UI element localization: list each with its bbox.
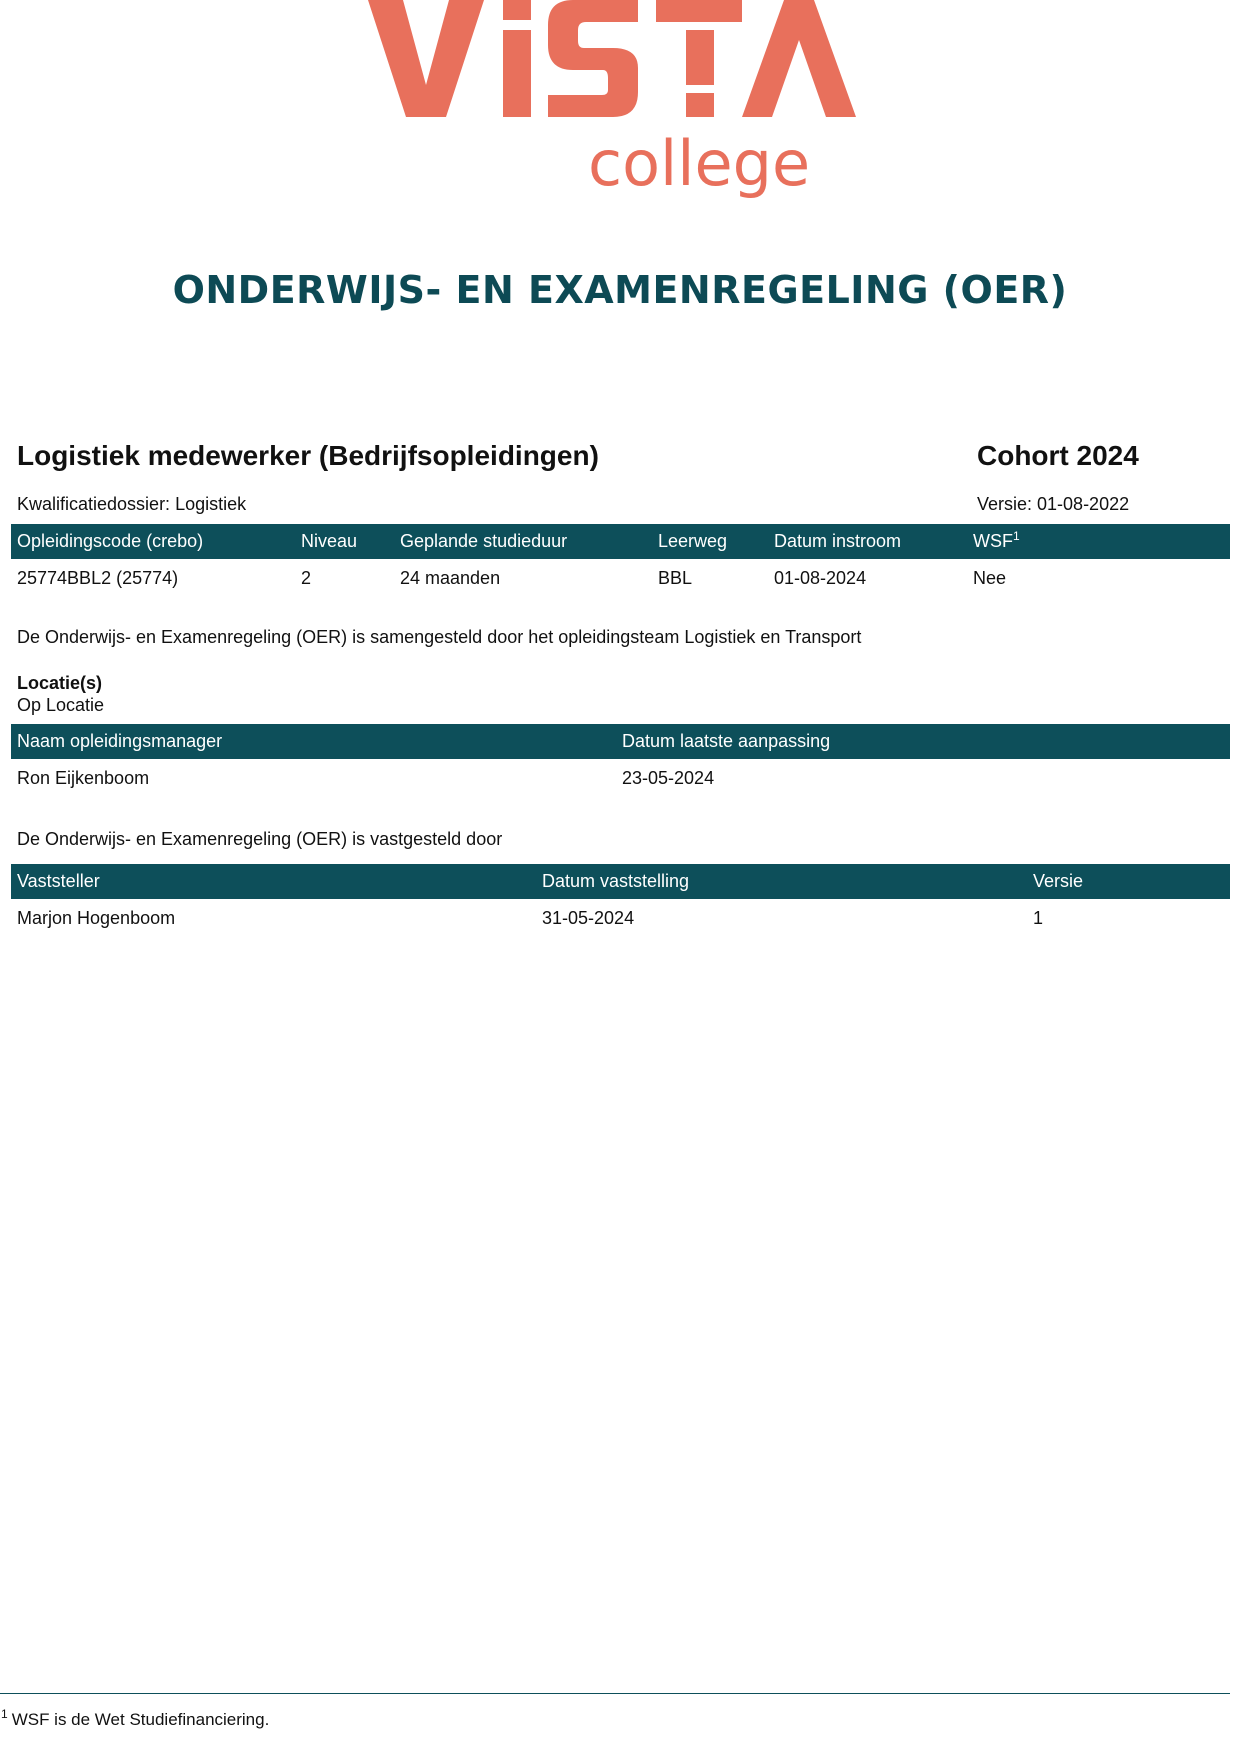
footnote-mark-link[interactable]: 1 [1013,529,1020,543]
header-versie: Versie [1027,864,1230,899]
page-title: ONDERWIJS- EN EXAMENREGELING (OER) [172,268,1068,312]
cell-vaststeller: Marjon Hogenboom [17,907,176,928]
manager-table [11,724,1230,797]
header-leerweg: Leerweg [652,524,768,559]
cohort-label: Cohort 2024 [977,440,1139,471]
cell-leerweg: BBL [658,567,693,588]
header-opleidingscode: Opleidingscode (crebo) [11,524,295,559]
program-subheader [11,490,1230,516]
cell-last-modified: 23-05-2024 [622,767,715,788]
footnote-divider [0,1693,1230,1694]
cell-datum-instroom: 01-08-2024 [774,567,867,588]
table-header-row [11,524,1230,559]
table-header-row [11,724,1230,759]
locations-label: Locatie(s) [17,673,103,693]
program-title: Logistiek medewerker (Bedrijfsopleidingen) [17,440,599,471]
table-row [11,559,1230,597]
cell-wsf: Nee [973,567,1007,588]
header-datum-laatste-aanpassing: Datum laatste aanpassing [616,724,1230,759]
locations-block [11,672,1230,716]
footnote [1,1707,270,1730]
header-datum-vaststelling: Datum vaststelling [536,864,1027,899]
cell-opleidingscode: 25774BBL2 (25774) [17,567,179,588]
header-naam-opleidingsmanager: Naam opleidingsmanager [11,724,616,759]
vista-college-logo [368,0,872,205]
header-vaststeller: Vaststeller [11,864,536,899]
cell-niveau: 2 [301,567,312,588]
footnote-mark: 1 [1,1707,8,1722]
locations-value: Op Locatie [17,695,105,715]
program-header [11,440,1230,490]
header-niveau: Niveau [295,524,394,559]
footnote-text: WSF is de Wet Studiefinanciering. [11,1710,270,1729]
header-datum-instroom: Datum instroom [768,524,967,559]
table-header-row [11,864,1230,899]
establisher-table [11,864,1230,937]
header-wsf [967,524,1230,559]
composed-text: De Onderwijs- en Examenregeling (OER) is samengesteld door het opleidingsteam Logistiek en Transport [17,627,862,647]
logo-college-text: college [588,127,811,200]
cell-versie: 1 [1033,907,1044,928]
cell-manager-name: Ron Eijkenboom [17,767,150,788]
program-table [11,524,1230,597]
header-wsf-label: WSF [973,531,1013,551]
table-row [11,899,1230,937]
header-studieduur: Geplande studieduur [394,524,652,559]
vista-college-logo-graphic [368,0,872,205]
cell-studieduur: 24 maanden [400,567,501,588]
cell-datum-vaststelling: 31-05-2024 [542,907,635,928]
version-label: Versie: 01-08-2022 [977,494,1130,514]
kwalificatiedossier-label: Kwalificatiedossier: Logistiek [17,494,247,514]
document-body [11,440,1230,937]
table-row [11,759,1230,797]
established-text: De Onderwijs- en Examenregeling (OER) is vastgesteld door [17,829,503,849]
